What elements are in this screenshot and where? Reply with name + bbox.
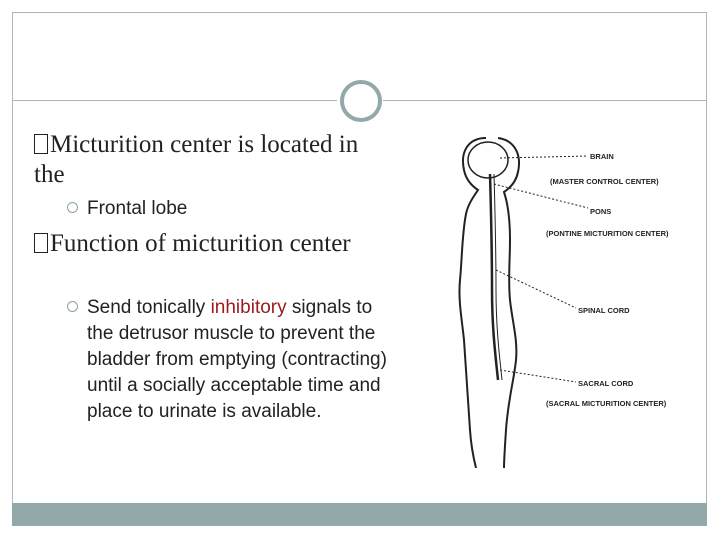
title-divider-left (12, 100, 337, 101)
divider-circle-ornament (340, 80, 382, 122)
label-brain: BRAIN (590, 152, 614, 161)
label-pons-sub: (PONTINE MICTURITION CENTER) (546, 229, 669, 238)
bullet-function (34, 229, 394, 259)
bullet-text: Function of micturition center (50, 230, 351, 257)
sub-bullet-frontal-lobe (87, 196, 387, 222)
missing-glyph-bullet-icon (34, 134, 48, 154)
circle-bullet-icon (67, 202, 78, 213)
desc-part-1: Send tonically (87, 297, 211, 318)
label-sacral-cord: SACRAL CORD (578, 379, 634, 388)
label-sacral-sub: (SACRAL MICTURITION CENTER) (546, 399, 667, 408)
label-pons: PONS (590, 207, 612, 216)
desc-part-3: signals to the detrusor muscle to prevent the bladder from emptying (contracting) until a socially acceptable time and place to urinate is available. (87, 297, 387, 422)
sub-bullet-text: Frontal lobe (87, 198, 188, 219)
nervous-system-figure (438, 130, 684, 468)
label-spinal-cord: SPINAL CORD (578, 306, 630, 315)
bullet-text: Micturition center is located in the (34, 131, 359, 188)
sub-bullet-function-desc (87, 295, 392, 425)
label-brain-sub: (MASTER CONTROL CENTER) (550, 177, 659, 186)
missing-glyph-bullet-icon (34, 233, 48, 253)
title-divider-right (383, 100, 707, 101)
circle-bullet-icon (67, 301, 78, 312)
desc-highlight-inhibitory: inhibitory (210, 297, 287, 318)
footer-bar (12, 503, 707, 526)
bullet-micturition-center (34, 130, 374, 190)
